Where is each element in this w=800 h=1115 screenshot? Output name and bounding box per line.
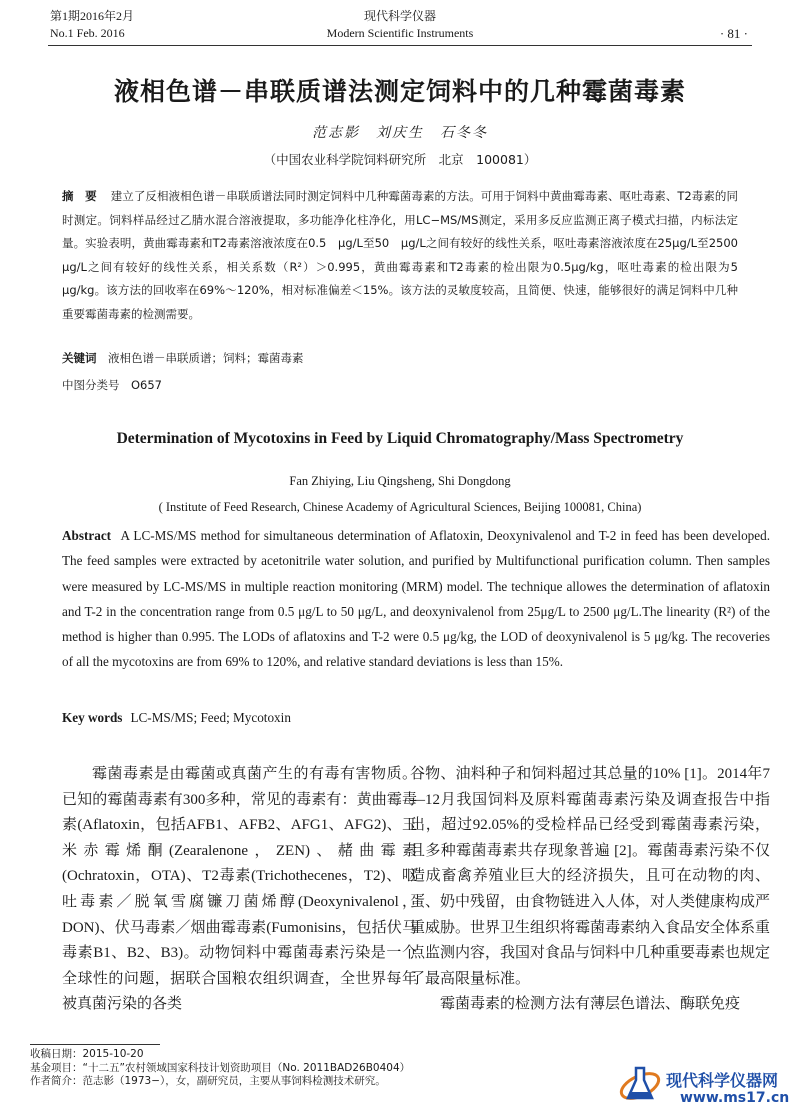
keywords-cn-label: 关键词 xyxy=(62,351,97,365)
keywords-cn xyxy=(62,350,304,366)
abstract-cn-text: 建立了反相液相色谱－串联质谱法同时测定饲料中几种霉菌毒素的方法。可用于饲料中黄曲霉毒素、呕吐毒素、T2毒素的同时测定。饲料样品经过乙腈水混合溶液提取，多功能净化柱净化，用LC−MS/MS测定，采用多反应监测正离子模式扫描，内标法定量。实验表明，黄曲霉毒素和T2毒素溶液浓度在0.5 μg/L至50 μg/L之间有较好的线性关系，呕吐毒素溶液浓度在25μg/L至2500 μg/L之间有较好的线性关系，相关系数（R²）＞0.995，黄曲霉毒素和T2毒素的检出限为0.5μg/kg，呕吐毒素的检出限为5 μg/kg。该方法的回收率在69%～120%，相对标准偏差＜15%。该方法的灵敏度较高，且简便、快速，能够很好的满足饲料中几种重要霉菌毒素的检测需要。 xyxy=(62,189,750,321)
journal-en: Modern Scientific Instruments xyxy=(326,26,474,40)
footnote-rule xyxy=(30,1044,160,1045)
class-cn-label: 中图分类号 xyxy=(62,378,120,392)
footnote-author: 作者简介：范志影（1973−），女，副研究员，主要从事饲料检测技术研究。 xyxy=(30,1075,386,1087)
body-column-right xyxy=(410,762,770,1018)
watermark-url: www.ms17.cn xyxy=(680,1090,790,1106)
class-cn-code: O657 xyxy=(131,378,163,392)
issue-cn: 第1期2016年2月 xyxy=(50,9,135,23)
abstract-cn-label: 摘 要 xyxy=(62,189,97,203)
authors-en: Fan Zhiying, Liu Qingsheng, Shi Dongdong xyxy=(289,474,511,488)
flask-icon xyxy=(618,1060,664,1108)
footnote-received: 收稿日期：2015-10-20 xyxy=(30,1048,144,1060)
keywords-en-text: LC-MS/MS; Feed; Mycotoxin xyxy=(130,710,291,725)
page-number: · 81 · xyxy=(719,26,748,41)
watermark-logo xyxy=(618,1060,793,1110)
body-column-left: 霉菌毒素是由霉菌或真菌产生的有毒有害物质。已知的霉菌毒素有300多种，常见的毒素有：黄曲霉毒素(Aflatoxin，包括AFB1、AFB2、AFG1、AFG2)、玉米赤霉烯酮(Zearalenone，ZEN)、赭曲霉素(Ochratoxin，OTA)、T2毒素(Trichothecenes，T2)、呕吐毒素／脱氧雪腐镰刀菌烯醇(Deoxynivalenol，DON)、伏马毒素／烟曲霉毒素(Fumonisins，包括伏马毒素B1、B2、B3)。动物饲料中霉菌毒素污染是一个全球性的问题，据联合国粮农组织调查，全世界每年被真菌污染的各类 xyxy=(62,766,417,1013)
abstract-en xyxy=(62,523,770,675)
journal-cn: 现代科学仪器 xyxy=(363,9,436,23)
affiliation-en: ( Institute of Feed Research, Chinese Academy of Agricultural Sciences, Beijing 100081, China) xyxy=(158,500,642,514)
footnotes xyxy=(30,1048,410,1089)
footnote-funding: 基金项目：“十二五”农村领域国家科技计划资助项目（No. 2011BAD26B0404） xyxy=(30,1061,411,1074)
abstract-en-label: Abstract xyxy=(62,528,112,543)
title-cn: 液相色谱－串联质谱法测定饲料中的几种霉菌毒素 xyxy=(113,77,686,106)
issue-header xyxy=(50,8,134,42)
abstract-en-text: A LC-MS/MS method for simultaneous determination of Aflatoxin, Deoxynivalenol and T-2 in feed has been developed. The feed samples were extracted by acetonitrile water solution, and purified by Multifunctional purification column. Then samples were measured by LC-MS/MS in multiple reaction monitoring (MRM) model. The technique allowes the determination of aflatoxin and T-2 in the concentration range from 0.5 μg/L to 50 μg/L, and deoxynivalenol from 25μg/L to 2500 μg/L.The linearity (R²) of the method is higher than 0.995. The LODs of aflatoxins and T-2 were 0.5 μg/kg, the LOD of deoxynivalenol is 5 μg/kg. The recoveries of all the mycotoxins are from 69% to 120%, and relative standard deviations is less than 15%. xyxy=(62,528,770,670)
affiliation-cn: （中国农业科学院饲料研究所 北京 100081） xyxy=(263,152,537,167)
authors-cn: 范志影 刘庆生 石冬冬 xyxy=(312,125,488,141)
watermark-text: 现代科学仪器网 xyxy=(666,1071,779,1090)
keywords-en-label: Key words xyxy=(62,710,123,725)
header-rule xyxy=(48,45,752,46)
title-en: Determination of Mycotoxins in Feed by Liquid Chromatography/Mass Spectrometry xyxy=(116,430,684,447)
issue-en: No.1 Feb. 2016 xyxy=(50,26,125,40)
journal-header xyxy=(270,8,530,42)
body-right-paragraph-2: 霉菌毒素的检测方法有薄层色谱法、酶联免疫 xyxy=(440,996,741,1013)
body-right-paragraph-1: 谷物、油料种子和饲料超过其总量的10% [1]。2014年7—12月我国饲料及原料霉菌毒素污染及调查报告中指出，超过92.05%的受检样品已经受到霉菌毒素污染，且多种霉菌毒素共存现象普遍 [2]。霉菌毒素污染不仅造成畜禽养殖业巨大的经济损失，且可在动物的肉、蛋、奶中残留，由食物链进入人体，对人类健康构成严重威胁。世界卫生组织将霉菌毒素纳入食品安全体系重点监测内容，我国对食品与饲料中几种重要毒素也规定了最高限量标准。 xyxy=(410,766,771,987)
keywords-en xyxy=(62,710,291,726)
keywords-cn-text: 液相色谱－串联质谱；饲料；霉菌毒素 xyxy=(108,351,304,365)
abstract-cn xyxy=(62,185,750,326)
classification-cn xyxy=(62,377,162,393)
